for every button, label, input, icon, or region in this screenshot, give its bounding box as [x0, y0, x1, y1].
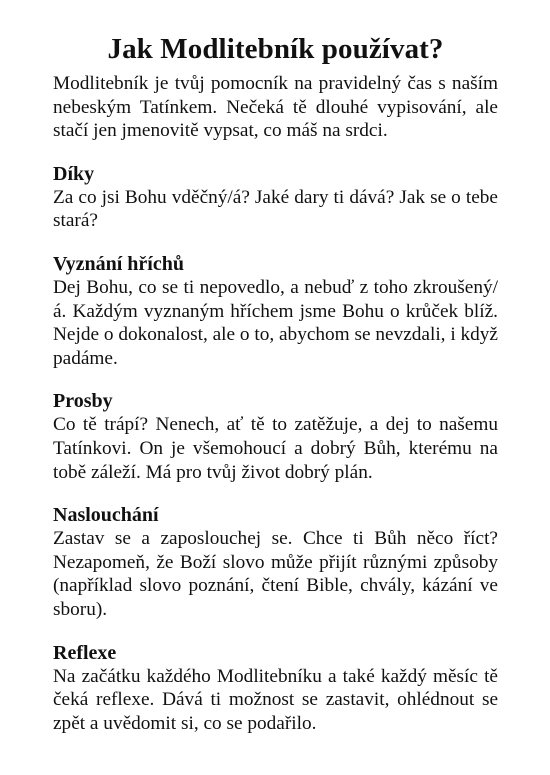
section-heading: Naslouchání	[53, 504, 159, 527]
section-reflexe	[53, 641, 498, 736]
section-heading: Vyznání hříchů	[53, 252, 184, 275]
section-text: Co tě trápí? Nenech, ať tě to zatěžuje, a dej to našemu Tatínkovi. On je všemohoucí a dobrý Bůh, kterému na tobě záleží. Má pro tvůj život dobrý plán.	[53, 414, 498, 483]
page-title: Jak Modlitebník používat?	[107, 33, 444, 65]
intro-paragraph: Modlitebník je tvůj pomocník na pravidelný čas s naším nebeským Tatínkem. Nečeká tě dlouhé vypisování, ale stačí jen jmenovitě vypsat, co máš na srdci.	[53, 73, 498, 142]
section-text: Dej Bohu, co se ti nepovedlo, a nebuď z toho zkroušený/á. Každým vyznaným hříchem jsme Bohu o krůček blíž. Nejde o dokonalost, ale o to, abychom se nevzdali, i když padáme.	[53, 276, 498, 369]
section-naslouchani	[53, 503, 498, 621]
section-text: Za co jsi Bohu vděčný/á? Jaké dary ti dává? Jak se o tebe stará?	[53, 186, 498, 232]
section-heading: Prosby	[53, 390, 113, 413]
section-prosby	[53, 389, 498, 484]
section-diky	[53, 162, 498, 233]
section-heading: Díky	[53, 162, 95, 185]
section-text: Zastav se a zaposlouchej se. Chce ti Bůh něco říct? Nezapomeň, že Boží slovo může přijít různými způsoby (například slovo poznání, čtení Bible, chvály, kázání ve sboru).	[53, 528, 498, 620]
section-heading: Reflexe	[53, 641, 117, 664]
section-text: Na začátku každého Modlitebníku a také každý měsíc tě čeká reflexe. Dává ti možnost se zastavit, ohlédnout se zpět a uvědomit si, co se podařilo.	[53, 665, 498, 734]
section-vyznani-hrichu	[53, 252, 498, 370]
